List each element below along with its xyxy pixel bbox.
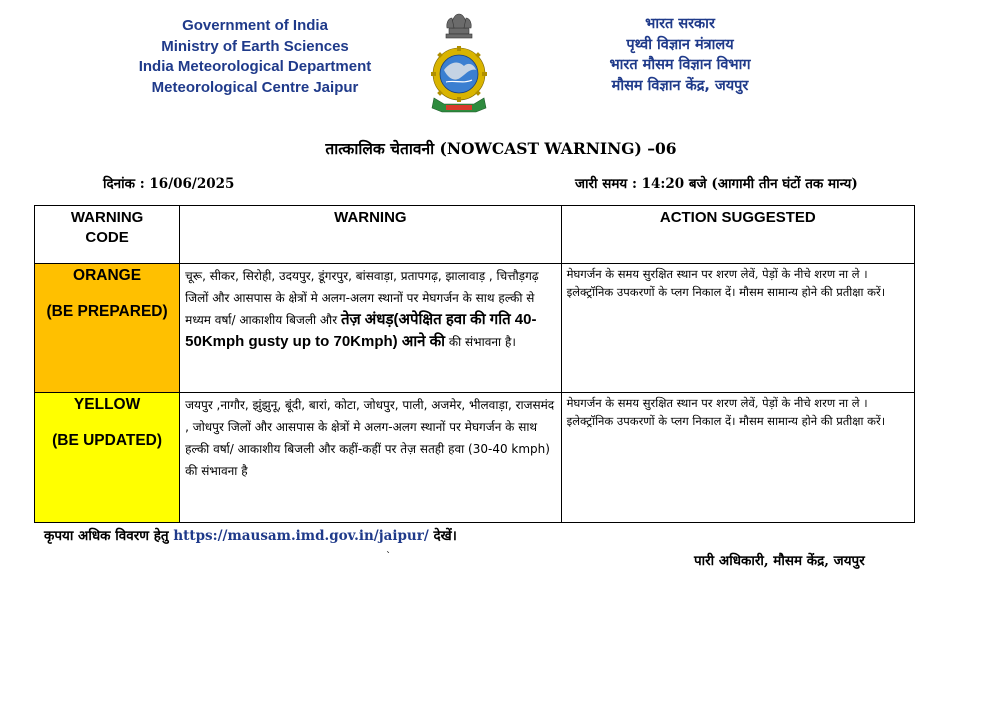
level-label: ORANGE	[73, 267, 142, 284]
warning-code-yellow	[35, 393, 180, 523]
warning-text-orange	[180, 264, 561, 393]
warning-body: चूरू, सीकर, सिरोही, उदयपुर, डूंगरपुर, बांसवाड़ा, प्रतापगढ़, झालावाड़ , चित्तौड़गढ़ जिलों और आसपास के क्षेत्रों मे अलग-अलग स्थानों पर मेघगर्जन के साथ हल्की से मध्यम वर्षा/ आकाशीय बिजली और	[185, 269, 539, 327]
header-hi-line-1: भारत सरकार	[645, 16, 715, 32]
table-header-row	[35, 206, 915, 264]
table-row-yellow	[35, 393, 915, 523]
warning-table	[34, 205, 915, 523]
header-action: ACTION SUGGESTED	[561, 206, 914, 264]
header-code-line-1: WARNING	[70, 209, 144, 226]
level-label: YELLOW	[73, 396, 141, 413]
more-info-prefix: कृपया अधिक विवरण हेतु	[44, 528, 174, 544]
table-row-orange	[35, 264, 915, 393]
more-info-line	[44, 526, 457, 544]
signature-line: पारी अधिकारी, मौसम केंद्र, जयपुर	[694, 553, 865, 569]
level-note: (BE PREPARED)	[46, 303, 168, 320]
more-info-suffix: देखें।	[428, 528, 457, 544]
warning-bold: तेज़ अंधड़(अपेक्षित हवा की गति 40-50Kmph gusty up to 70Kmph) आने की	[185, 311, 537, 350]
header-hi-line-2: पृथ्वी विज्ञान मंत्रालय	[626, 36, 734, 53]
header-hi-line-3: भारत मौसम विज्ञान विभाग	[609, 57, 751, 73]
warning-tail: की संभावना है।	[448, 335, 516, 349]
issue-time-line: जारी समय : 14:20 बजे (आगामी तीन घंटों तक मान्य)	[575, 176, 858, 192]
action-text-yellow: मेघगर्जन के समय सुरक्षित स्थान पर शरण लेवें, पेड़ों के नीचे शरण ना ले । इलेक्ट्रॉनिक उपकरणों के प्लग निकाल दें। मौसम सामान्य होने की प्रतीक्षा करें।	[561, 393, 914, 523]
header-hi-line-4: मौसम विज्ञान केंद्र, जयपुर	[611, 77, 749, 94]
action-text-orange: मेघगर्जन के समय सुरक्षित स्थान पर शरण लेवें, पेड़ों के नीचे शरण ना ले । इलेक्ट्रॉनिक उपकरणों के प्लग निकाल दें। मौसम सामान्य होने की प्रतीक्षा करें।	[561, 264, 914, 393]
header-hindi	[560, 14, 800, 96]
date-line: दिनांक : 16/06/2025	[103, 176, 235, 192]
level-note: (BE UPDATED)	[52, 432, 163, 449]
header-en-line-2: Ministry of Earth Sciences	[161, 37, 349, 55]
page-title: तात्कालिक चेतावनी (NOWCAST WARNING) –06	[325, 139, 677, 158]
header-en-line-1: Government of India	[182, 17, 328, 34]
header-en-line-3: India Meteorological Department	[138, 58, 372, 75]
stray-mark: `	[386, 551, 391, 562]
header-english	[110, 16, 400, 98]
warning-code-orange	[35, 264, 180, 393]
header-en-line-4: Meteorological Centre Jaipur	[151, 78, 359, 96]
warning-text-yellow: जयपुर ,नागौर, झुंझुनू, बूंदी, बारां, कोटा, जोधपुर, पाली, अजमेर, भीलवाड़ा, राजसमंद , जोधपुर जिलों और आसपास के क्षेत्रों मे अलग-अलग स्थानों पर मेघगर्जन के साथ हल्की वर्षा/ आकाशीय बिजली और कहीं-कहीं पर तेज़ सतही हवा (30-40 kmph) की संभावना है	[180, 393, 561, 523]
imd-emblem-icon	[424, 8, 494, 114]
header-warning-code	[35, 206, 180, 264]
header-code-line-2: CODE	[85, 229, 129, 246]
header-warning: WARNING	[180, 206, 561, 264]
imd-jaipur-link[interactable]: https://mausam.imd.gov.in/jaipur/	[173, 528, 429, 544]
